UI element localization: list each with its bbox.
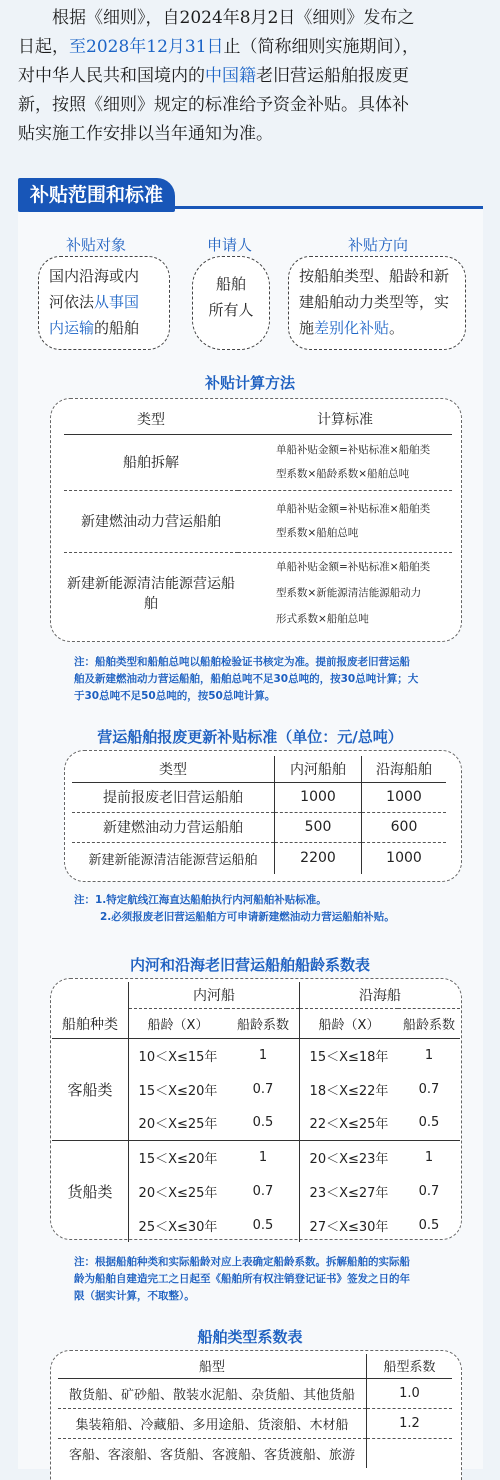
standard-header-type: 类型 <box>72 756 275 782</box>
age-coef-cell: 1 <box>424 1047 434 1063</box>
age-header-coef: 船龄系数 <box>227 1008 300 1038</box>
calc-type-cell: 新建燃油动力营运船舶 <box>81 514 221 530</box>
age-coef-cell: 0.5 <box>227 1106 300 1140</box>
direction-text: 建船舶动力类型等，实 <box>299 293 450 311</box>
direction-text: 按船舶类型、船龄和新 <box>299 267 450 285</box>
table-row <box>64 434 452 490</box>
intro-text: 日起， <box>18 37 69 57</box>
applicant-bubble <box>192 256 270 350</box>
intro-line-4: 新，按照《细则》规定的标准给予资金补贴。具体补 <box>18 95 409 115</box>
standard-coastal-cell: 1000 <box>386 850 422 867</box>
table-row <box>52 1038 460 1072</box>
intro-text: 对中华人民共和国境内的 <box>18 66 205 86</box>
standard-inland-cell: 1000 <box>275 782 362 812</box>
section-title: 补贴范围和标准 <box>18 178 175 212</box>
shiptype-coef-cell: 1.2 <box>399 1415 420 1431</box>
age-coef-cell: 1 <box>227 1140 300 1174</box>
age-coef-cell: 0.5 <box>418 1217 440 1233</box>
shiptype-table <box>58 1354 452 1468</box>
calc-standard-cell: 单船补贴金额=补贴标准×船舶类 型系数×新能源清洁能源船动力 形式系数×船舶总吨 <box>276 561 431 626</box>
shiptype-type-cell: 集装箱船、冷藏船、多用途船、货滚船、木材船 <box>58 1408 367 1438</box>
intro-line-5: 贴实施工作安排以当年通知为准。 <box>18 124 273 144</box>
intro-line-3 <box>18 62 484 91</box>
age-coef-cell: 0.7 <box>418 1183 440 1199</box>
calc-table <box>64 404 452 634</box>
intro-highlight-date: 至2028年12月31日 <box>69 37 224 57</box>
standard-type-cell: 提前报废老旧营运船舶 <box>72 782 275 812</box>
table-row <box>52 1140 460 1174</box>
table-row <box>64 552 452 634</box>
calc-type-cell: 船舶拆解 <box>123 455 179 471</box>
table-row <box>58 1408 452 1438</box>
applicant-text: 船舶 <box>215 275 246 293</box>
age-coef-cell: 0.5 <box>227 1208 300 1242</box>
table-row <box>72 842 446 874</box>
shiptype-title: 船舶类型系数表 <box>197 1328 303 1346</box>
standard-type-cell: 新建燃油动力营运船舶 <box>72 812 275 842</box>
table-row <box>72 812 446 842</box>
standard-note: 注：1.特定航线江海直达船舶执行内河船舶补贴标准。 2.必须报废老旧营运船舶方可申请新建燃油动力营运船舶补贴。 <box>74 894 395 923</box>
age-header-coastal: 沿海船 <box>300 982 461 1008</box>
age-cell: 15＜X≤20年 <box>138 1083 218 1099</box>
shiptype-header-type: 船型 <box>58 1354 367 1378</box>
intro-line-2 <box>18 33 484 62</box>
shiptype-coef-cell: 1.0 <box>399 1385 420 1401</box>
age-cell: 10＜X≤15年 <box>138 1049 218 1065</box>
age-coef-cell: 1 <box>227 1038 300 1072</box>
shiptype-header-coef: 船型系数 <box>383 1360 436 1376</box>
applicant-text: 所有人 <box>208 301 254 319</box>
age-cell: 20＜X≤25年 <box>138 1185 218 1201</box>
standard-coastal-cell: 600 <box>390 819 418 835</box>
target-highlight: 内运输 <box>49 319 95 337</box>
target-label: 补贴对象 <box>66 236 127 254</box>
target-text: 内运输的船舶 <box>49 319 140 337</box>
age-cell: 15＜X≤18年 <box>309 1049 389 1065</box>
age-title: 内河和沿海老旧营运船舶船龄系数表 <box>129 956 370 974</box>
standard-table <box>72 756 446 874</box>
age-cell: 22＜X≤25年 <box>309 1117 389 1133</box>
age-cell: 15＜X≤20年 <box>138 1151 218 1167</box>
direction-label: 补贴方向 <box>348 236 409 254</box>
age-table <box>52 982 460 1242</box>
age-header-kind: 船舶种类 <box>52 982 129 1038</box>
target-text: 国内沿海或内 <box>49 267 140 285</box>
age-coef-cell: 0.7 <box>418 1081 440 1097</box>
intro-highlight-nationality: 中国籍 <box>205 66 256 86</box>
age-coef-cell: 1 <box>424 1149 434 1165</box>
age-header-inland: 内河船 <box>129 982 300 1008</box>
age-coef-cell: 0.7 <box>227 1174 300 1208</box>
calc-standard-cell: 单船补贴金额=补贴标准×船舶类 型系数×船龄系数×船舶总吨 <box>276 444 431 480</box>
shiptype-coef-cell <box>367 1438 453 1468</box>
target-bubble <box>38 256 170 350</box>
applicant-label: 申请人 <box>207 236 253 254</box>
direction-highlight: 差别化补贴 <box>314 319 390 337</box>
age-kind-cell: 货船类 <box>52 1140 129 1242</box>
age-cell: 27＜X≤30年 <box>309 1219 389 1235</box>
target-text: 河依法从事国 <box>49 293 140 311</box>
table-row <box>64 490 452 552</box>
direction-bubble <box>288 256 466 350</box>
standard-title: 营运船舶报废更新补贴标准（单位：元/总吨） <box>97 728 403 746</box>
standard-type-cell: 新建新能源清洁能源营运船舶 <box>72 842 275 874</box>
age-header-coef: 船龄系数 <box>402 1017 455 1033</box>
age-header-age: 船龄（X） <box>147 1017 209 1033</box>
shiptype-type-cell: 散货船、矿砂船、散装水泥船、杂货船、其他货船 <box>58 1378 367 1408</box>
intro-text: 止（简称细则实施期间）， <box>223 37 420 57</box>
calc-header-type: 类型 <box>137 411 165 428</box>
calc-note: 注：船舶类型和船舶总吨以船舶检验证书核定为准。提前报废老旧营运船 舶及新建燃油动力营运船舶，船舶总吨不足30总吨的，按30总吨计算；大 于30总吨不足50总吨的，按50总吨计算。 <box>74 656 419 702</box>
shiptype-type-cell: 客船、客滚船、客货船、客渡船、客货渡船、旅游 <box>58 1438 367 1468</box>
age-cell: 18＜X≤22年 <box>309 1083 389 1099</box>
table-row <box>72 782 446 812</box>
calc-type-cell: 新建新能源清洁能源营运船舶 <box>67 576 235 613</box>
standard-coastal-cell: 1000 <box>386 789 422 805</box>
age-cell: 23＜X≤27年 <box>309 1185 389 1201</box>
intro-paragraph <box>0 0 500 149</box>
age-coef-cell: 0.7 <box>227 1072 300 1106</box>
calc-standard-cell: 单船补贴金额=补贴标准×船舶类 型系数×船舶总吨 <box>276 503 431 539</box>
age-cell: 25＜X≤30年 <box>138 1219 218 1235</box>
age-coef-cell: 0.5 <box>418 1115 440 1131</box>
standard-inland-cell: 2200 <box>275 842 362 874</box>
age-cell: 20＜X≤25年 <box>138 1117 218 1133</box>
age-cell: 20＜X≤23年 <box>309 1151 389 1167</box>
age-header-age: 船龄（X） <box>318 1017 380 1033</box>
intro-text: 老旧营运船舶报废更 <box>256 66 409 86</box>
standard-header-inland: 内河船舶 <box>275 756 362 782</box>
table-row <box>58 1438 452 1468</box>
direction-text: 施差别化补贴。 <box>299 319 405 337</box>
age-kind-cell: 客船类 <box>52 1038 129 1140</box>
intro-line-1: 根据《细则》，自2024年8月2日《细则》发布之 <box>52 8 415 28</box>
table-row <box>58 1378 452 1408</box>
calc-header-standard: 计算标准 <box>317 411 373 428</box>
calc-title: 补贴计算方法 <box>204 374 295 392</box>
standard-header-coastal: 沿海船舶 <box>376 761 432 778</box>
target-highlight: 从事国 <box>94 293 140 311</box>
standard-inland-cell: 500 <box>275 812 362 842</box>
age-note: 注：根据船舶种类和实际船龄对应上表确定船龄系数。拆解船舶的实际船 龄为船舶自建造完工之日起至《船舶所有权注销登记证书》签发之日的年 限（据实计算，不取整）。 <box>74 1256 410 1302</box>
